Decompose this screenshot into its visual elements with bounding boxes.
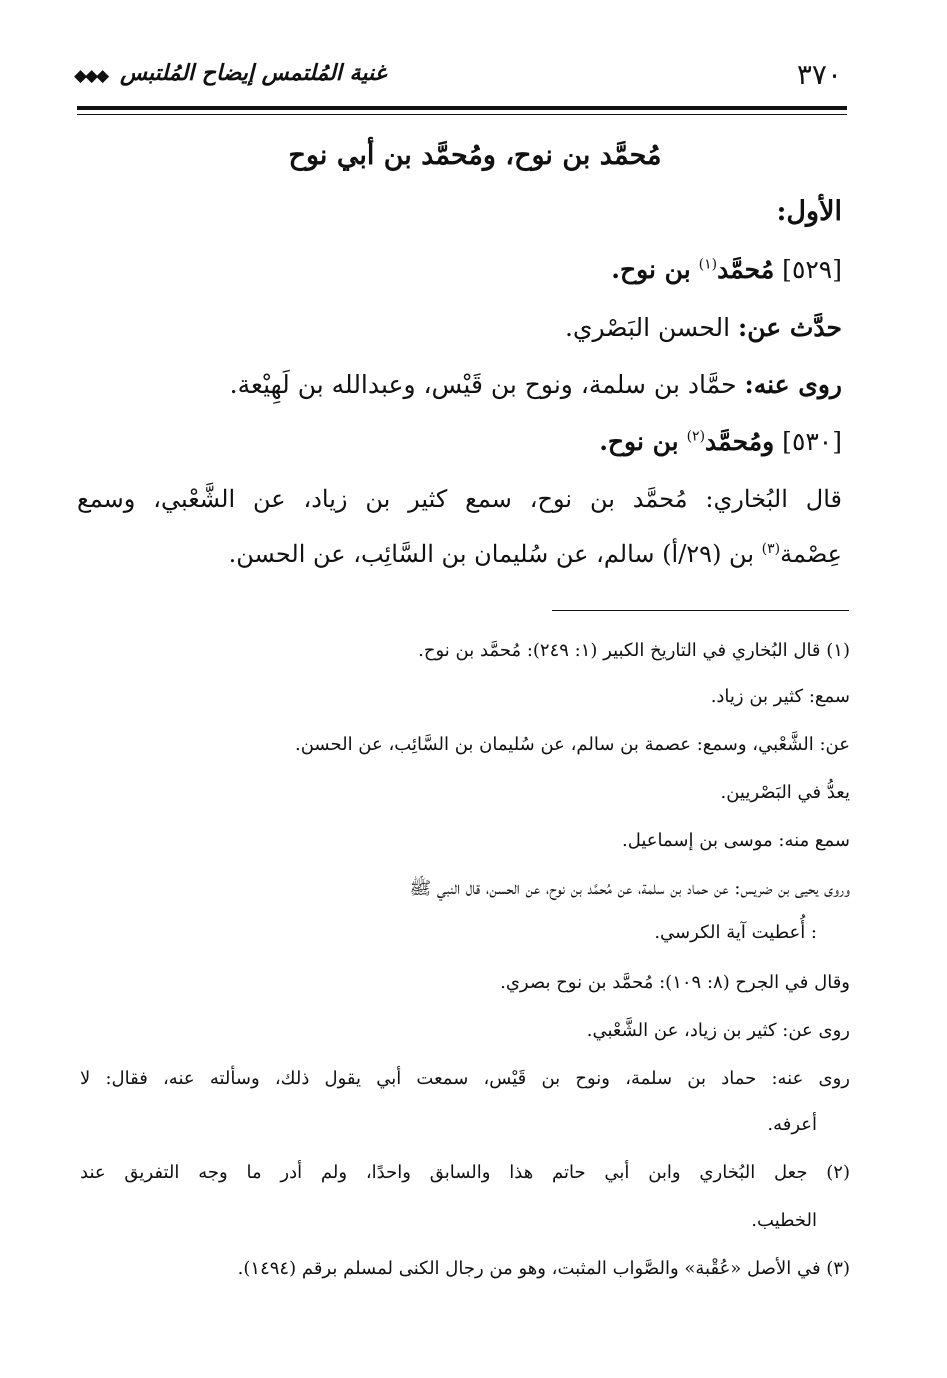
footnote-1-line: وقال في الجرح (٨: ١٠٩): مُحمَّد بن نوح بصري. xyxy=(500,972,850,993)
entry-530 xyxy=(599,427,842,456)
running-header-title xyxy=(120,60,386,86)
rawa-line xyxy=(230,370,842,399)
chapter-heading: مُحمَّد بن نوح، ومُحمَّد بن أبي نوح xyxy=(288,140,662,171)
footnote-2-line: الخطيب. xyxy=(751,1210,817,1231)
footnote-3-line: (٣) في الأصل «عُقْبة» والصَّواب المثبت، وهو من رجال الكنى لمسلم برقم (١٤٩٤). xyxy=(237,1258,850,1279)
footnote-1-line: أعرفه. xyxy=(767,1114,817,1135)
rawa-text: حمَّاد بن سلمة، ونوح بن قَيْس، وعبدالله بن لَهِيْعة. xyxy=(229,370,737,399)
header-rule-thick xyxy=(77,106,847,110)
rawa-label: روى عنه: xyxy=(744,370,842,399)
footnote-1-line: سمع: كثير بن زياد. xyxy=(710,686,850,707)
footnote-ref: (٣) xyxy=(761,541,781,557)
entry-number: [٥٣٠] xyxy=(782,427,842,456)
footnote-1-line: وروى يحيى بن ضريس: عن حماد بن سلمة، عن مُحمَّد بن نوح، عن الحسن، قال النبي ﷺ xyxy=(409,878,850,899)
footnote-divider xyxy=(552,610,849,611)
bukhari-quote-line2 xyxy=(229,540,842,568)
bukhari-rest: بن (٢٩/أ) سالم، عن سُليمان بن السَّائِب، عن الحسن. xyxy=(228,540,755,568)
bukhari-name: عِصْمة xyxy=(780,540,842,568)
haddath-text: الحسن البَصْري. xyxy=(564,313,731,342)
footnote-2-line: (٢) جعل البُخاري وابن أبي حاتم هذا والسابق واحدًا، ولم أدر ما وجه التفريق عند xyxy=(80,1162,850,1183)
footnote-1-line: يعدُّ في البَصْريين. xyxy=(720,782,850,803)
entry-name: ومُحمَّد xyxy=(705,427,775,456)
section-label: الأول: xyxy=(776,196,842,227)
footnote-1-line: روى عنه: حماد بن سلمة، ونوح بن قَيْس، سمعت أبي يقول ذلك، وسألته عنه، فقال: لا xyxy=(80,1068,850,1089)
entry-name-rest: بن نوح. xyxy=(611,255,691,284)
entry-529 xyxy=(611,255,842,284)
footnote-1-line: روى عن: كثير بن زياد، عن الشَّعْبي. xyxy=(586,1020,850,1041)
entry-name-rest: بن نوح. xyxy=(599,427,679,456)
footnote-ref: (٢) xyxy=(686,428,706,445)
footnote-1-line: : أُعطيت آية الكرسي. xyxy=(654,922,817,943)
header-title-text: غنية المُلتمس إيضاح المُلتبس xyxy=(120,60,387,86)
haddath-label: حدَّث عن: xyxy=(738,313,842,342)
diamond-ornament-icon: ◆◆◆ xyxy=(74,66,108,86)
footnote-1-line: سمع منه: موسى بن إسماعيل. xyxy=(622,830,850,851)
footnote-1-line: (١) قال البُخاري في التاريخ الكبير (١: ٢٤٩): مُحمَّد بن نوح. xyxy=(418,640,850,661)
footnote-1-line: عن: الشَّعْبي، وسمع: عصمة بن سالم، عن سُليمان بن السَّائِب، عن الحسن. xyxy=(295,734,850,755)
entry-number: [٥٢٩] xyxy=(782,255,842,284)
entry-name: مُحمَّد xyxy=(717,255,775,284)
footnote-ref: (١) xyxy=(698,256,718,273)
header-rule-thin xyxy=(77,114,847,115)
haddath-line xyxy=(565,313,842,342)
bukhari-quote-line1: قال البُخاري: مُحمَّد بن نوح، سمع كثير بن زياد، عن الشَّعْبي، وسمع xyxy=(77,485,842,513)
page-number: ٣٧٠ xyxy=(796,58,842,91)
